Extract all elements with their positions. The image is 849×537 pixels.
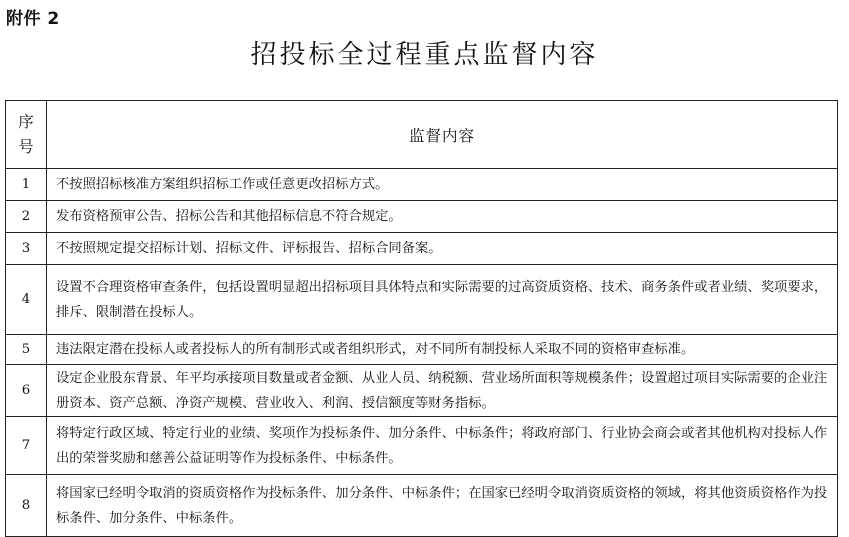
row-text: 将国家已经明令取消的资质资格作为投标条件、加分条件、中标条件；在国家已经明令取消资质资格的领域，将其他资质资格作为投标条件、加分条件、中标条件。 xyxy=(47,475,838,537)
header-cell-content: 监督内容 xyxy=(47,101,838,169)
row-number: 8 xyxy=(6,475,47,537)
annex-label: 附件 2 xyxy=(6,9,60,29)
table-header-row xyxy=(6,101,838,169)
document-title: 招投标全过程重点监督内容 xyxy=(250,40,599,70)
row-number: 6 xyxy=(6,365,47,417)
row-number: 1 xyxy=(6,169,47,201)
row-number: 5 xyxy=(6,335,47,365)
row-text: 设置不合理资格审查条件，包括设置明显超出招标项目具体特点和实际需要的过高资质资格、技术、商务条件或者业绩、奖项要求，排斥、限制潜在投标人。 xyxy=(47,265,838,335)
table-row xyxy=(6,417,838,475)
table-row xyxy=(6,233,838,265)
supervision-table xyxy=(5,100,838,537)
row-text: 违法限定潜在投标人或者投标人的所有制形式或者组织形式，对不同所有制投标人采取不同的资格审查标准。 xyxy=(47,335,838,365)
row-text: 设定企业股东背景、年平均承接项目数量或者金额、从业人员、纳税额、营业场所面积等规模条件；设置超过项目实际需要的企业注册资本、资产总额、净资产规模、营业收入、利润、授信额度等财务指标。 xyxy=(47,365,838,417)
row-number: 3 xyxy=(6,233,47,265)
table-row xyxy=(6,169,838,201)
row-text: 不按照招标核准方案组织招标工作或任意更改招标方式。 xyxy=(47,169,838,201)
row-number: 4 xyxy=(6,265,47,335)
header-cell-no xyxy=(6,101,47,169)
table-row xyxy=(6,335,838,365)
row-number: 2 xyxy=(6,201,47,233)
row-text: 发布资格预审公告、招标公告和其他招标信息不符合规定。 xyxy=(47,201,838,233)
header-no-text: 序号 xyxy=(18,112,34,156)
row-number: 7 xyxy=(6,417,47,475)
table-row xyxy=(6,201,838,233)
table-row xyxy=(6,365,838,417)
table-row xyxy=(6,265,838,335)
table-row xyxy=(6,475,838,537)
row-text: 将特定行政区域、特定行业的业绩、奖项作为投标条件、加分条件、中标条件；将政府部门、行业协会商会或者其他机构对投标人作出的荣誉奖励和慈善公益证明等作为投标条件、中标条件。 xyxy=(47,417,838,475)
row-text: 不按照规定提交招标计划、招标文件、评标报告、招标合同备案。 xyxy=(47,233,838,265)
